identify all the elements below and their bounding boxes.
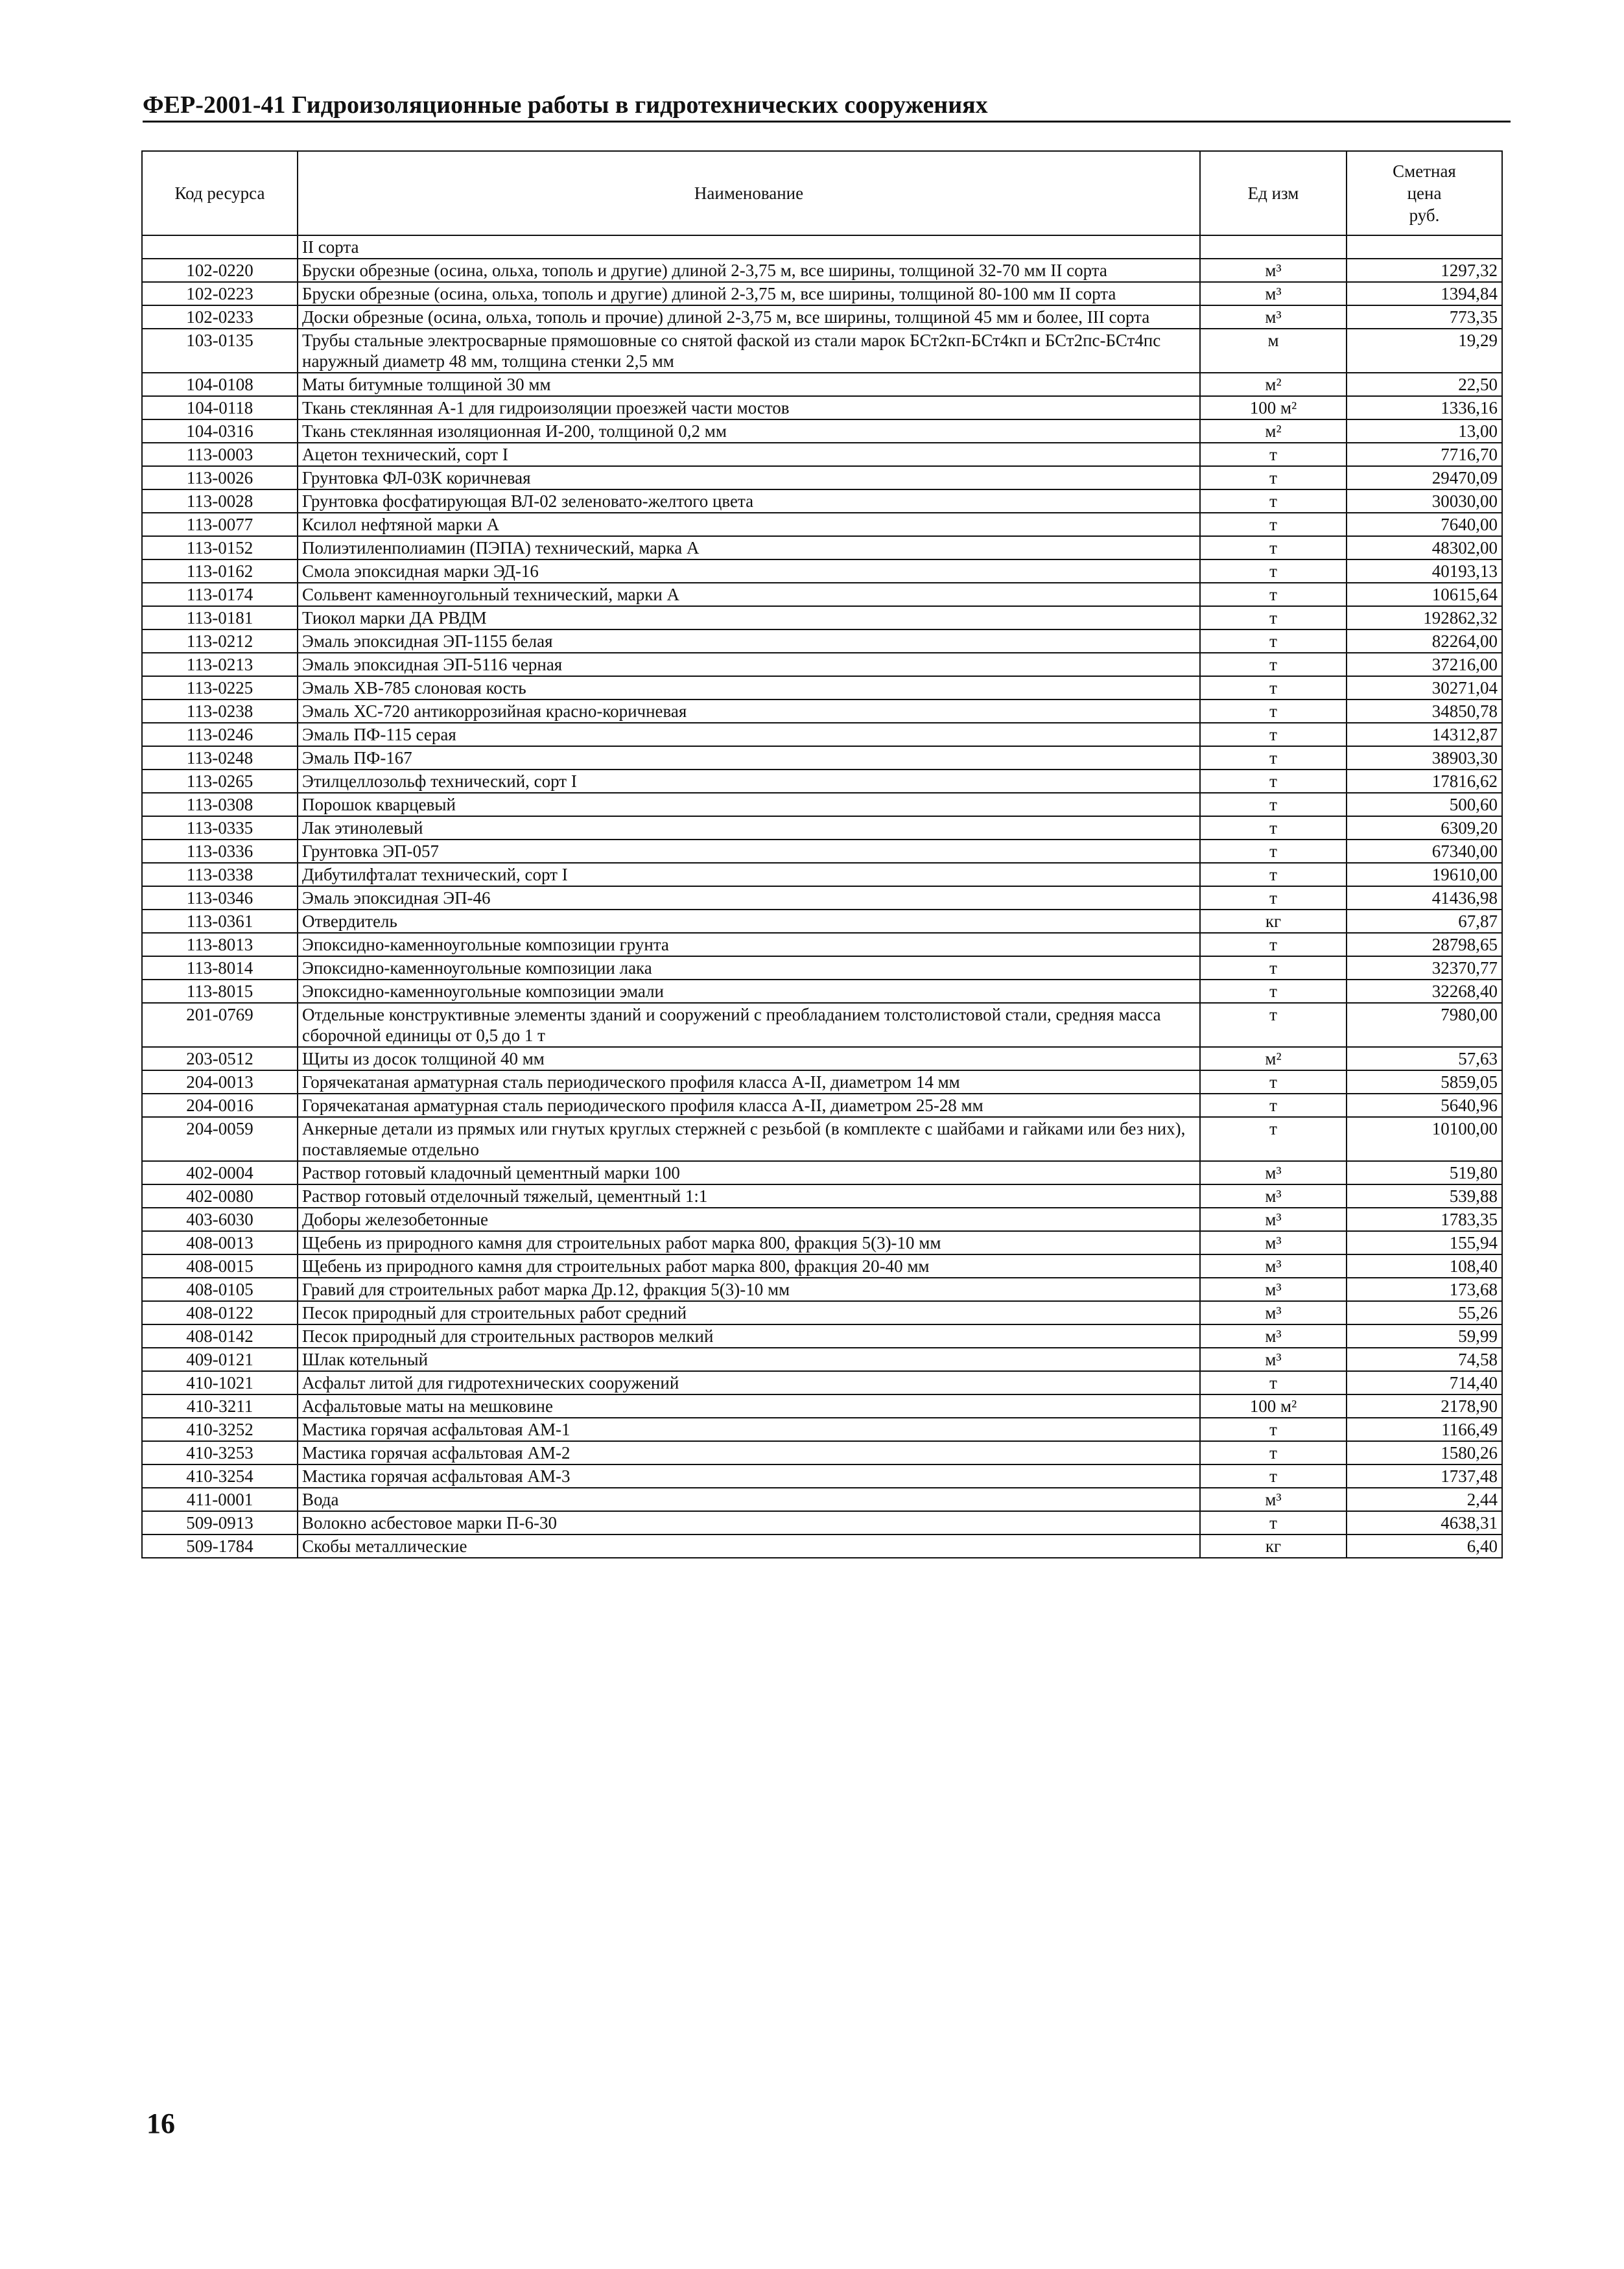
unit-cell: т <box>1200 980 1347 1003</box>
resource-name-cell: Бруски обрезные (осина, ольха, тополь и другие) длиной 2-3,75 м, все ширины, толщиной 32-70 мм II сорта <box>298 259 1200 282</box>
resource-code-cell: 104-0108 <box>142 373 298 396</box>
unit-cell: т <box>1200 863 1347 886</box>
unit-cell: 100 м² <box>1200 1394 1347 1418</box>
unit-cell: т <box>1200 1371 1347 1394</box>
resource-code-cell: 408-0013 <box>142 1231 298 1254</box>
resource-code-cell: 410-3254 <box>142 1464 298 1488</box>
table-row <box>142 1348 1502 1371</box>
resource-name-cell: Скобы металлические <box>298 1534 1200 1558</box>
resource-code-cell: 102-0223 <box>142 282 298 305</box>
resource-name-cell: Ткань стеклянная А-1 для гидроизоляции проезжей части мостов <box>298 396 1200 419</box>
price-cell: 13,00 <box>1347 419 1502 443</box>
price-cell: 1783,35 <box>1347 1208 1502 1231</box>
table-row <box>142 1511 1502 1534</box>
price-cell: 173,68 <box>1347 1278 1502 1301</box>
resource-code-cell: 113-8015 <box>142 980 298 1003</box>
table-row <box>142 1301 1502 1324</box>
resource-name-cell: Отдельные конструктивные элементы зданий и сооружений с преобладанием толстолистовой стали, средняя масса сборочной единицы от 0,5 до 1 т <box>298 1003 1200 1047</box>
unit-cell: м³ <box>1200 282 1347 305</box>
unit-cell: м³ <box>1200 259 1347 282</box>
price-cell: 30030,00 <box>1347 489 1502 513</box>
unit-cell: 100 м² <box>1200 396 1347 419</box>
price-cell: 539,88 <box>1347 1184 1502 1208</box>
unit-cell: т <box>1200 886 1347 910</box>
resource-code-cell: 201-0769 <box>142 1003 298 1047</box>
resource-code-cell: 204-0016 <box>142 1094 298 1117</box>
price-cell: 1580,26 <box>1347 1441 1502 1464</box>
price-cell: 773,35 <box>1347 305 1502 329</box>
unit-cell: м³ <box>1200 1254 1347 1278</box>
price-cell: 34850,78 <box>1347 700 1502 723</box>
table-row <box>142 583 1502 606</box>
resource-code-cell: 408-0122 <box>142 1301 298 1324</box>
table-row <box>142 489 1502 513</box>
resource-name-cell: Раствор готовый кладочный цементный марки 100 <box>298 1161 1200 1184</box>
resource-name-cell: Ткань стеклянная изоляционная И-200, толщиной 0,2 мм <box>298 419 1200 443</box>
price-cell: 28798,65 <box>1347 933 1502 956</box>
price-cell <box>1347 235 1502 259</box>
resource-name-cell: Асфальтовые маты на мешковине <box>298 1394 1200 1418</box>
resource-name-cell: Эмаль ХВ-785 слоновая кость <box>298 676 1200 700</box>
resource-name-cell: Доски обрезные (осина, ольха, тополь и прочие) длиной 2-3,75 м, все ширины, толщиной 45 мм и более, III сорта <box>298 305 1200 329</box>
unit-cell: т <box>1200 700 1347 723</box>
column-header-name: Наименование <box>298 151 1200 235</box>
price-cell: 10100,00 <box>1347 1117 1502 1161</box>
price-cell: 37216,00 <box>1347 653 1502 676</box>
table-row <box>142 1488 1502 1511</box>
unit-cell: м³ <box>1200 1348 1347 1371</box>
resource-name-cell: Асфальт литой для гидротехнических сооружений <box>298 1371 1200 1394</box>
table-row <box>142 466 1502 489</box>
resource-name-cell: Гравий для строительных работ марка Др.12, фракция 5(3)-10 мм <box>298 1278 1200 1301</box>
unit-cell: м² <box>1200 1047 1347 1070</box>
resource-code-cell: 113-8013 <box>142 933 298 956</box>
unit-cell: т <box>1200 559 1347 583</box>
table-row <box>142 1534 1502 1558</box>
resource-code-cell: 410-3252 <box>142 1418 298 1441</box>
table-row <box>142 933 1502 956</box>
unit-cell: т <box>1200 583 1347 606</box>
column-header-unit: Ед изм <box>1200 151 1347 235</box>
unit-cell: т <box>1200 933 1347 956</box>
resource-code-cell: 403-6030 <box>142 1208 298 1231</box>
resource-code-cell: 113-0212 <box>142 629 298 653</box>
table-header-row <box>142 151 1502 235</box>
unit-cell: т <box>1200 1464 1347 1488</box>
table-row <box>142 746 1502 770</box>
unit-cell: т <box>1200 513 1347 536</box>
resource-name-cell: Лак этинолевый <box>298 816 1200 840</box>
unit-cell: т <box>1200 1070 1347 1094</box>
table-row <box>142 443 1502 466</box>
price-cell: 55,26 <box>1347 1301 1502 1324</box>
resource-code-cell: 113-0225 <box>142 676 298 700</box>
table-row <box>142 1094 1502 1117</box>
table-body <box>142 235 1502 1558</box>
unit-cell: м <box>1200 329 1347 373</box>
table-row <box>142 419 1502 443</box>
resource-code-cell: 102-0220 <box>142 259 298 282</box>
price-cell: 30271,04 <box>1347 676 1502 700</box>
table-row <box>142 1464 1502 1488</box>
resource-name-cell: Бруски обрезные (осина, ольха, тополь и другие) длиной 2-3,75 м, все ширины, толщиной 80-100 мм II сорта <box>298 282 1200 305</box>
unit-cell: м³ <box>1200 1301 1347 1324</box>
price-cell: 22,50 <box>1347 373 1502 396</box>
price-cell: 6309,20 <box>1347 816 1502 840</box>
price-cell: 1737,48 <box>1347 1464 1502 1488</box>
resource-code-cell: 113-0238 <box>142 700 298 723</box>
price-cell: 1166,49 <box>1347 1418 1502 1441</box>
resource-name-cell: Отвердитель <box>298 910 1200 933</box>
resource-name-cell: Ацетон технический, сорт I <box>298 443 1200 466</box>
unit-cell: т <box>1200 840 1347 863</box>
resource-name-cell: Горячекатаная арматурная сталь периодического профиля класса А-II, диаметром 25-28 мм <box>298 1094 1200 1117</box>
table-row <box>142 1047 1502 1070</box>
table-row <box>142 536 1502 559</box>
resource-code-cell: 113-0162 <box>142 559 298 583</box>
resource-name-cell: Эпоксидно-каменноугольные композиции лака <box>298 956 1200 980</box>
resource-code-cell: 402-0004 <box>142 1161 298 1184</box>
page-number: 16 <box>147 2108 175 2139</box>
unit-cell: т <box>1200 676 1347 700</box>
resource-code-cell: 402-0080 <box>142 1184 298 1208</box>
resource-code-cell: 113-0336 <box>142 840 298 863</box>
resource-code-cell: 409-0121 <box>142 1348 298 1371</box>
price-cell: 17816,62 <box>1347 770 1502 793</box>
price-cell: 82264,00 <box>1347 629 1502 653</box>
resource-name-cell: Порошок кварцевый <box>298 793 1200 816</box>
table-row <box>142 886 1502 910</box>
price-cell: 41436,98 <box>1347 886 1502 910</box>
unit-cell: м³ <box>1200 1278 1347 1301</box>
resource-name-cell: Эмаль эпоксидная ЭП-46 <box>298 886 1200 910</box>
resource-name-cell: Горячекатаная арматурная сталь периодического профиля класса А-II, диаметром 14 мм <box>298 1070 1200 1094</box>
table-row <box>142 1371 1502 1394</box>
table-row <box>142 513 1502 536</box>
unit-cell: м³ <box>1200 1208 1347 1231</box>
table-row <box>142 1070 1502 1094</box>
table-row <box>142 1324 1502 1348</box>
resource-code-cell: 113-0246 <box>142 723 298 746</box>
unit-cell: т <box>1200 1418 1347 1441</box>
table-row <box>142 606 1502 629</box>
resource-name-cell: Раствор готовый отделочный тяжелый, цементный 1:1 <box>298 1184 1200 1208</box>
table-row <box>142 1184 1502 1208</box>
table-row <box>142 980 1502 1003</box>
resource-code-cell: 113-8014 <box>142 956 298 980</box>
resource-code-cell: 509-1784 <box>142 1534 298 1558</box>
unit-cell: кг <box>1200 910 1347 933</box>
price-cell: 5859,05 <box>1347 1070 1502 1094</box>
resource-name-cell: Грунтовка ЭП-057 <box>298 840 1200 863</box>
unit-cell: м² <box>1200 373 1347 396</box>
price-cell: 57,63 <box>1347 1047 1502 1070</box>
resource-code-cell: 113-0028 <box>142 489 298 513</box>
unit-cell: т <box>1200 536 1347 559</box>
resource-name-cell: Грунтовка ФЛ-03К коричневая <box>298 466 1200 489</box>
price-cell: 7980,00 <box>1347 1003 1502 1047</box>
resource-name-cell: Трубы стальные электросварные прямошовные со снятой фаской из стали марок БСт2кп-БСт4кп и БСт2пс-БСт4пс наружный диаметр 48 мм, толщина стенки 2,5 мм <box>298 329 1200 373</box>
resource-code-cell <box>142 235 298 259</box>
resource-name-cell: Грунтовка фосфатирующая ВЛ-02 зеленовато-желтого цвета <box>298 489 1200 513</box>
resource-name-cell: Мастика горячая асфальтовая АМ-2 <box>298 1441 1200 1464</box>
resource-name-cell: Эпоксидно-каменноугольные композиции эмали <box>298 980 1200 1003</box>
resource-name-cell: Анкерные детали из прямых или гнутых круглых стержней с резьбой (в комплекте с шайбами и гайками или без них), поставляемые отдельно <box>298 1117 1200 1161</box>
table-row <box>142 629 1502 653</box>
unit-cell: т <box>1200 466 1347 489</box>
resource-code-cell: 411-0001 <box>142 1488 298 1511</box>
table-row <box>142 1254 1502 1278</box>
resource-name-cell: Сольвент каменноугольный технический, марки А <box>298 583 1200 606</box>
table-row <box>142 1418 1502 1441</box>
resource-code-cell: 113-0265 <box>142 770 298 793</box>
resource-name-cell: Этилцеллозольф технический, сорт I <box>298 770 1200 793</box>
price-cell: 1336,16 <box>1347 396 1502 419</box>
resource-code-cell: 113-0248 <box>142 746 298 770</box>
resource-code-cell: 203-0512 <box>142 1047 298 1070</box>
resource-name-cell: Щебень из природного камня для строительных работ марка 800, фракция 5(3)-10 мм <box>298 1231 1200 1254</box>
table-row <box>142 259 1502 282</box>
unit-cell: т <box>1200 443 1347 466</box>
resource-code-cell: 102-0233 <box>142 305 298 329</box>
table-row <box>142 235 1502 259</box>
price-header-line-2: цена <box>1407 183 1442 203</box>
price-cell: 1394,84 <box>1347 282 1502 305</box>
resource-code-cell: 113-0213 <box>142 653 298 676</box>
price-cell: 2,44 <box>1347 1488 1502 1511</box>
resource-name-cell: Дибутилфталат технический, сорт I <box>298 863 1200 886</box>
unit-cell: т <box>1200 1511 1347 1534</box>
table-row <box>142 1208 1502 1231</box>
price-cell: 155,94 <box>1347 1231 1502 1254</box>
unit-cell: кг <box>1200 1534 1347 1558</box>
resource-code-cell: 113-0026 <box>142 466 298 489</box>
resource-code-cell: 113-0152 <box>142 536 298 559</box>
table-row <box>142 1231 1502 1254</box>
price-header-line-1: Сметная <box>1393 161 1456 181</box>
table-row <box>142 1161 1502 1184</box>
unit-cell: т <box>1200 629 1347 653</box>
unit-cell: т <box>1200 489 1347 513</box>
unit-cell: м² <box>1200 419 1347 443</box>
price-cell: 40193,13 <box>1347 559 1502 583</box>
resource-name-cell: Эмаль эпоксидная ЭП-1155 белая <box>298 629 1200 653</box>
unit-cell: т <box>1200 770 1347 793</box>
price-cell: 4638,31 <box>1347 1511 1502 1534</box>
table-row <box>142 910 1502 933</box>
unit-cell <box>1200 235 1347 259</box>
resource-code-cell: 113-0003 <box>142 443 298 466</box>
resource-code-cell: 113-0308 <box>142 793 298 816</box>
price-cell: 108,40 <box>1347 1254 1502 1278</box>
unit-cell: т <box>1200 723 1347 746</box>
price-cell: 10615,64 <box>1347 583 1502 606</box>
resource-code-cell: 113-0338 <box>142 863 298 886</box>
resource-code-cell: 113-0346 <box>142 886 298 910</box>
table-row <box>142 816 1502 840</box>
table-row <box>142 373 1502 396</box>
resource-code-cell: 408-0015 <box>142 1254 298 1278</box>
page-title: ФЕР-2001-41 Гидроизоляционные работы в гидротехнических сооружениях <box>143 91 1511 123</box>
price-cell: 500,60 <box>1347 793 1502 816</box>
table-row <box>142 282 1502 305</box>
price-cell: 32370,77 <box>1347 956 1502 980</box>
price-cell: 67340,00 <box>1347 840 1502 863</box>
price-cell: 14312,87 <box>1347 723 1502 746</box>
table-row <box>142 676 1502 700</box>
resource-code-cell: 408-0142 <box>142 1324 298 1348</box>
resource-name-cell: Мастика горячая асфальтовая АМ-3 <box>298 1464 1200 1488</box>
resource-code-cell: 410-3253 <box>142 1441 298 1464</box>
resource-name-cell: Доборы железобетонные <box>298 1208 1200 1231</box>
column-header-price <box>1347 151 1502 235</box>
resource-name-cell: Вода <box>298 1488 1200 1511</box>
unit-cell: м³ <box>1200 1324 1347 1348</box>
unit-cell: т <box>1200 1117 1347 1161</box>
price-cell: 5640,96 <box>1347 1094 1502 1117</box>
resource-name-cell: Тиокол марки ДА РВДМ <box>298 606 1200 629</box>
resource-code-cell: 103-0135 <box>142 329 298 373</box>
column-header-code: Код ресурса <box>142 151 298 235</box>
price-cell: 6,40 <box>1347 1534 1502 1558</box>
table-row <box>142 863 1502 886</box>
price-cell: 67,87 <box>1347 910 1502 933</box>
table-row <box>142 1003 1502 1047</box>
price-cell: 1297,32 <box>1347 259 1502 282</box>
resource-code-cell: 113-0181 <box>142 606 298 629</box>
unit-cell: т <box>1200 1441 1347 1464</box>
resource-name-cell: Шлак котельный <box>298 1348 1200 1371</box>
table-row <box>142 329 1502 373</box>
table-row <box>142 1394 1502 1418</box>
price-header-line-3: руб. <box>1409 206 1440 225</box>
unit-cell: т <box>1200 816 1347 840</box>
resource-name-cell: Щиты из досок толщиной 40 мм <box>298 1047 1200 1070</box>
table-row <box>142 653 1502 676</box>
table-row <box>142 700 1502 723</box>
table-row <box>142 723 1502 746</box>
resource-price-table <box>141 150 1503 1558</box>
table-row <box>142 559 1502 583</box>
resource-name-cell: Эпоксидно-каменноугольные композиции грунта <box>298 933 1200 956</box>
table-row <box>142 840 1502 863</box>
unit-cell: т <box>1200 793 1347 816</box>
unit-cell: т <box>1200 606 1347 629</box>
resource-code-cell: 113-0077 <box>142 513 298 536</box>
unit-cell: т <box>1200 1094 1347 1117</box>
price-cell: 48302,00 <box>1347 536 1502 559</box>
price-cell: 38903,30 <box>1347 746 1502 770</box>
resource-code-cell: 410-1021 <box>142 1371 298 1394</box>
resource-code-cell: 113-0335 <box>142 816 298 840</box>
unit-cell: м³ <box>1200 1231 1347 1254</box>
unit-cell: м³ <box>1200 1488 1347 1511</box>
table-row <box>142 305 1502 329</box>
resource-code-cell: 408-0105 <box>142 1278 298 1301</box>
resource-code-cell: 113-0361 <box>142 910 298 933</box>
table-row <box>142 956 1502 980</box>
price-cell: 7640,00 <box>1347 513 1502 536</box>
resource-name-cell: Эмаль ХС-720 антикоррозийная красно-коричневая <box>298 700 1200 723</box>
resource-name-cell: Волокно асбестовое марки П-6-30 <box>298 1511 1200 1534</box>
resource-name-cell: Песок природный для строительных работ средний <box>298 1301 1200 1324</box>
price-cell: 19,29 <box>1347 329 1502 373</box>
resource-name-cell: II сорта <box>298 235 1200 259</box>
unit-cell: т <box>1200 653 1347 676</box>
unit-cell: м³ <box>1200 305 1347 329</box>
resource-code-cell: 104-0316 <box>142 419 298 443</box>
resource-name-cell: Песок природный для строительных растворов мелкий <box>298 1324 1200 1348</box>
price-cell: 59,99 <box>1347 1324 1502 1348</box>
price-cell: 74,58 <box>1347 1348 1502 1371</box>
resource-name-cell: Полиэтиленполиамин (ПЭПА) технический, марка А <box>298 536 1200 559</box>
price-cell: 192862,32 <box>1347 606 1502 629</box>
price-cell: 32268,40 <box>1347 980 1502 1003</box>
resource-code-cell: 204-0059 <box>142 1117 298 1161</box>
unit-cell: м³ <box>1200 1184 1347 1208</box>
price-cell: 2178,90 <box>1347 1394 1502 1418</box>
resource-code-cell: 410-3211 <box>142 1394 298 1418</box>
table-row <box>142 1278 1502 1301</box>
table-row <box>142 793 1502 816</box>
unit-cell: м³ <box>1200 1161 1347 1184</box>
resource-name-cell: Щебень из природного камня для строительных работ марка 800, фракция 20-40 мм <box>298 1254 1200 1278</box>
unit-cell: т <box>1200 746 1347 770</box>
price-cell: 19610,00 <box>1347 863 1502 886</box>
resource-code-cell: 113-0174 <box>142 583 298 606</box>
price-cell: 519,80 <box>1347 1161 1502 1184</box>
resource-name-cell: Смола эпоксидная марки ЭД-16 <box>298 559 1200 583</box>
price-cell: 7716,70 <box>1347 443 1502 466</box>
unit-cell: т <box>1200 1003 1347 1047</box>
resource-name-cell: Эмаль эпоксидная ЭП-5116 черная <box>298 653 1200 676</box>
table-row <box>142 396 1502 419</box>
resource-code-cell: 509-0913 <box>142 1511 298 1534</box>
resource-name-cell: Мастика горячая асфальтовая АМ-1 <box>298 1418 1200 1441</box>
table-row <box>142 1441 1502 1464</box>
resource-name-cell: Маты битумные толщиной 30 мм <box>298 373 1200 396</box>
resource-code-cell: 104-0118 <box>142 396 298 419</box>
price-cell: 29470,09 <box>1347 466 1502 489</box>
table-row <box>142 1117 1502 1161</box>
resource-name-cell: Эмаль ПФ-115 серая <box>298 723 1200 746</box>
unit-cell: т <box>1200 956 1347 980</box>
resource-name-cell: Ксилол нефтяной марки А <box>298 513 1200 536</box>
resource-name-cell: Эмаль ПФ-167 <box>298 746 1200 770</box>
price-cell: 714,40 <box>1347 1371 1502 1394</box>
resource-code-cell: 204-0013 <box>142 1070 298 1094</box>
table-row <box>142 770 1502 793</box>
